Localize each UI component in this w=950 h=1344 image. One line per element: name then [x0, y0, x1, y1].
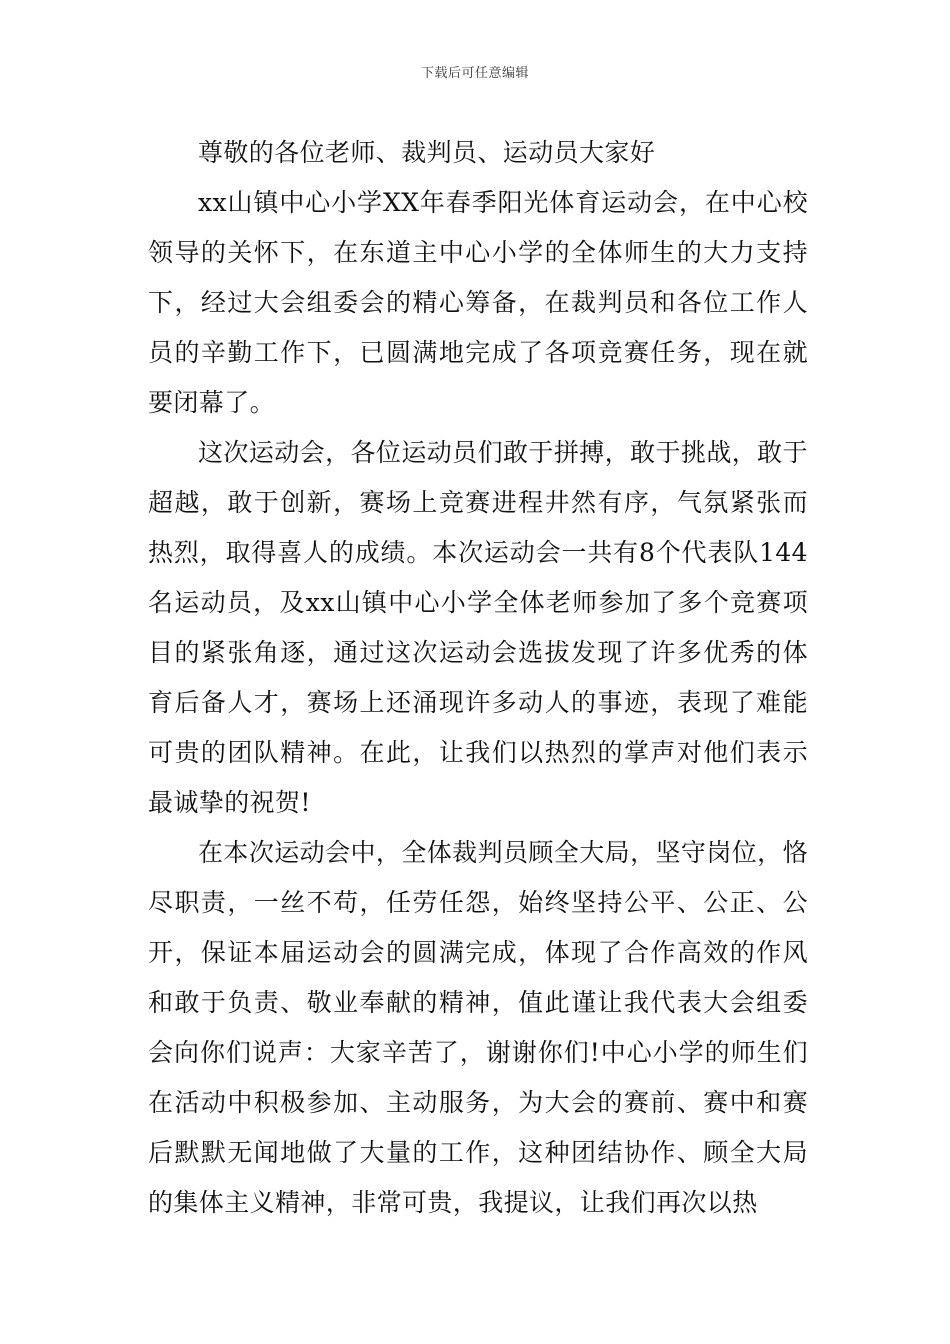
document-body [148, 128, 808, 1228]
page-header: 下载后可任意编辑 [420, 66, 529, 81]
paragraph-2: 这次运动会，各位运动员们敢于拼搏，敢于挑战，敢于超越，敢于创新，赛场上竞赛进程井然有序，气氛紧张而热烈，取得喜人的成绩。本次运动会一共有8个代表队144名运动员，及xx山镇中心小学全体老师参加了多个竞赛项目的紧张角逐，通过这次运动会选拔发现了许多优秀的体育后备人才，赛场上还涌现许多动人的事迹，表现了难能可贵的团队精神。在此，让我们以热烈的掌声对他们表示最诚挚的祝贺! [148, 438, 808, 817]
greeting-line: 尊敬的各位老师、裁判员、运动员大家好 [198, 138, 656, 167]
paragraph-1: xx山镇中心小学XX年春季阳光体育运动会，在中心校领导的关怀下，在东道主中心小学的全体师生的大力支持下，经过大会组委会的精心筹备，在裁判员和各位工作人员的辛勤工作下，已圆满地完成了各项竞赛任务，现在就要闭幕了。 [148, 188, 808, 417]
paragraph-3: 在本次运动会中，全体裁判员顾全大局，坚守岗位，恪尽职责，一丝不苟，任劳任怨，始终坚持公平、公正、公开，保证本届运动会的圆满完成，体现了合作高效的作风和敢于负责、敬业奉献的精神，值此谨让我代表大会组委会向你们说声：大家辛苦了，谢谢你们!中心小学的师生们在活动中积极参加、主动服务，为大会的赛前、赛中和赛后默默无闻地做了大量的工作，这种团结协作、顾全大局的集体主义精神，非常可贵，我提议，让我们再次以热 [148, 838, 808, 1217]
